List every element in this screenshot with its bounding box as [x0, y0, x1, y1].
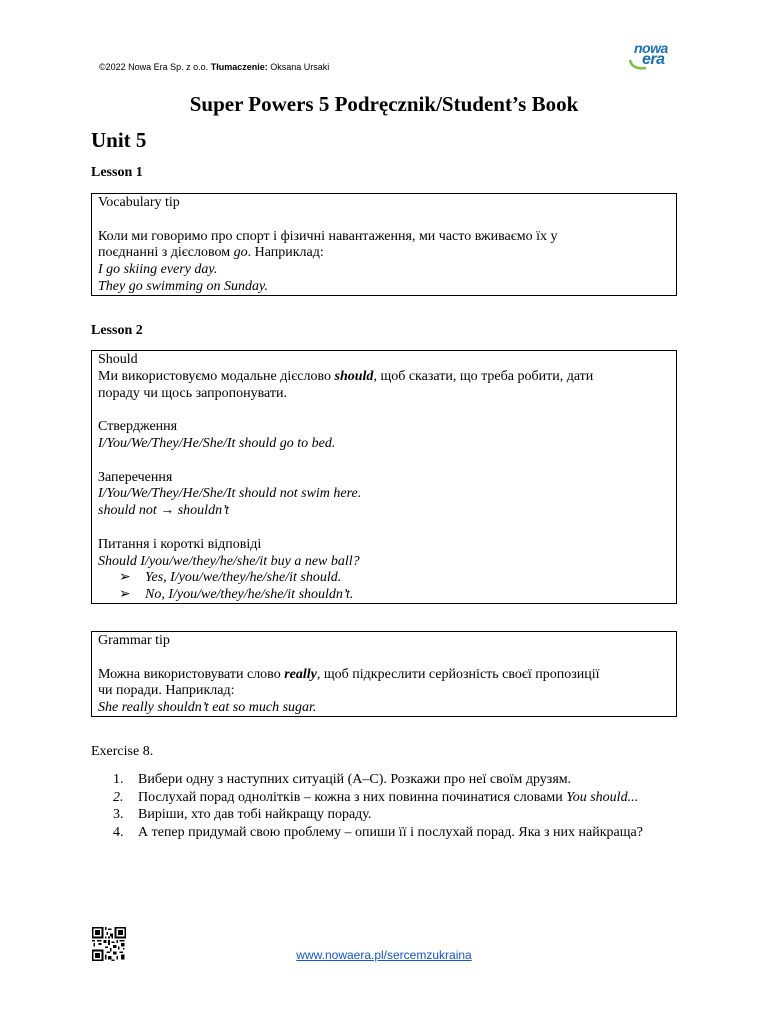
exercise-list — [91, 771, 671, 841]
short-answer-item: ➢ Yes, I/you/we/they/he/she/it should. — [119, 570, 342, 586]
copyright-text: ©2022 Nowa Era Sp. z o.o. — [99, 62, 209, 72]
copyright-line — [99, 62, 329, 72]
example-sentence: Should I/you/we/they/he/she/it buy a new ball? — [98, 553, 360, 569]
example-sentence: I/You/We/They/He/She/It should go to bed. — [98, 435, 336, 451]
arrowhead-bullet-icon: ➢ — [119, 587, 131, 603]
exercise-heading: Exercise 8. — [91, 744, 154, 759]
grammar-tip-box — [91, 631, 677, 717]
lesson-2-heading: Lesson 2 — [91, 323, 143, 338]
box-title: Should — [98, 352, 138, 367]
negative-label: Заперечення — [98, 469, 173, 485]
logo-top-text: nowa — [634, 40, 668, 56]
page-title: Super Powers 5 Podręcznik/Student’s Book — [189, 92, 579, 116]
affirmative-label: Ствердження — [98, 419, 178, 435]
box-text: Можна використовувати слово really, щоб підкреслити серйозність своєї пропозиції — [98, 666, 600, 682]
example-sentence: She really shouldn’t eat so much sugar. — [98, 700, 317, 716]
nowa-era-logo — [628, 40, 680, 76]
box-text: чи поради. Наприклад: — [98, 683, 235, 699]
list-item: 1. Вибери одну з наступних ситуацій (A–C). Розкажи про неї своїм друзям. — [113, 772, 572, 787]
box-title: Vocabulary tip — [98, 195, 180, 210]
box-text: Коли ми говоримо про спорт і фізичні навантаження, ми часто вживаємо їх у — [98, 228, 558, 244]
unit-heading: Unit 5 — [91, 128, 147, 152]
logo-swoosh-icon — [628, 58, 648, 72]
list-item: 4. А тепер придумай свою проблему – опиши її і послухай порад. Яка з них найкраща? — [113, 824, 643, 840]
should-grammar-box — [91, 350, 677, 604]
box-text: Ми використовуємо модальне дієслово should, щоб сказати, що треба робити, дати — [98, 368, 594, 384]
arrow-right-icon: → — [160, 503, 175, 519]
logo-bottom-text: era — [642, 51, 665, 68]
translator-name: Oksana Ursaki — [270, 62, 330, 72]
box-title: Grammar tip — [98, 633, 170, 648]
box-text: поєднанні з дієсловом go. Наприклад: — [98, 245, 324, 261]
translation-label: Tłumaczenie: — [210, 62, 268, 72]
short-answer-item: ➢ No, I/you/we/they/he/she/it shouldn’t. — [119, 587, 354, 603]
contraction-line: should not → shouldn’t — [98, 503, 230, 519]
lesson-1-heading: Lesson 1 — [91, 165, 143, 180]
footer-link[interactable]: www.nowaera.pl/sercemzukraina — [296, 948, 472, 962]
list-item: 3. Виріши, хто дав тобі найкращу пораду. — [113, 807, 372, 823]
list-item: 2. Послухай порад однолітків – кожна з них повинна починатися словами You should... — [113, 789, 639, 805]
box-text: пораду чи щось запропонувати. — [98, 385, 288, 401]
example-sentence: I/You/We/They/He/She/It should not swim here. — [98, 486, 362, 502]
example-sentence: They go swimming on Sunday. — [98, 278, 268, 294]
arrowhead-bullet-icon: ➢ — [119, 570, 131, 586]
example-sentence: I go skiing every day. — [98, 262, 218, 278]
questions-label: Питання і короткі відповіді — [98, 536, 262, 552]
vocabulary-tip-box — [91, 193, 677, 296]
